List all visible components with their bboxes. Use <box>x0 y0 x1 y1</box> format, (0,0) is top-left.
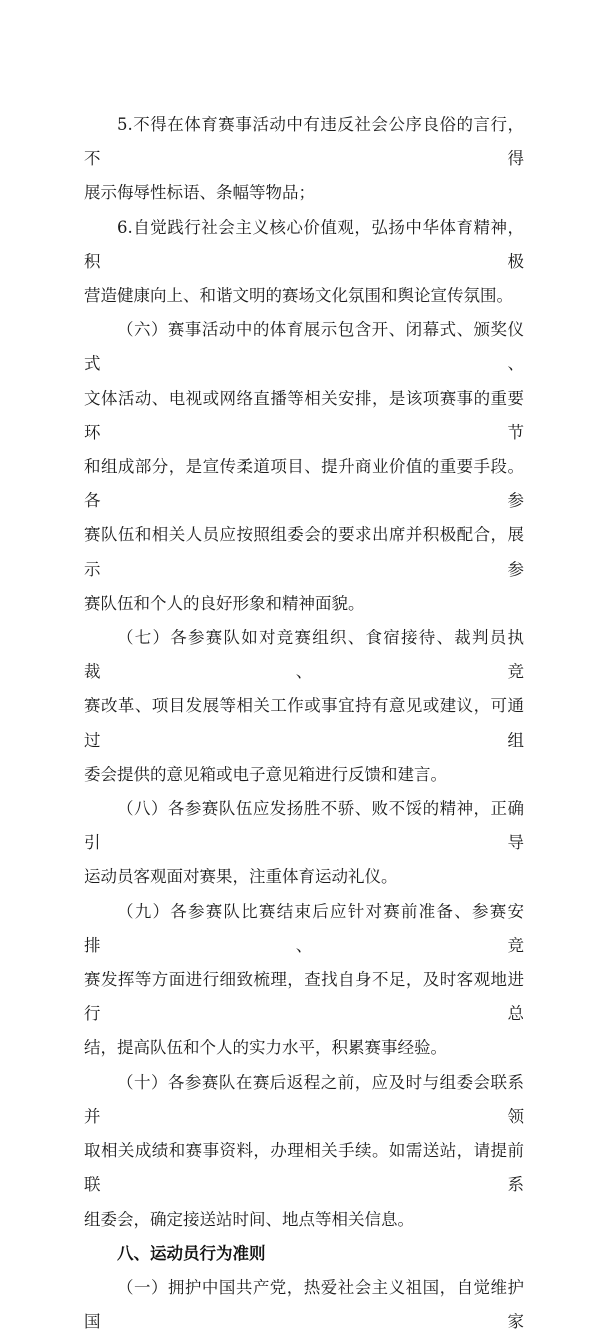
text-line: 文体活动、电视或网络直播等相关安排，是该项赛事的重要环节 <box>84 388 524 442</box>
text-line: 营造健康向上、和谐文明的赛场文化氛围和舆论宣传氛围。 <box>84 286 513 306</box>
paragraph-item-6 <box>84 211 524 314</box>
text-line: （十）各参赛队在赛后返程之前，应及时与组委会联系并领 <box>84 1072 524 1126</box>
section-heading: 八、运动员行为准则 <box>117 1243 266 1263</box>
text-line: 赛发挥等方面进行细致梳理，查找自身不足，及时客观地进行总 <box>84 970 524 1024</box>
text-line: 取相关成绩和赛事资料，办理相关手续。如需送站，请提前联系 <box>84 1141 524 1195</box>
text-line: 6.自觉践行社会主义核心价值观，弘扬中华体育精神，积极 <box>84 217 524 271</box>
paragraph-athlete-one <box>84 1271 524 1339</box>
text-line: 委会提供的意见箱或电子意见箱进行反馈和建言。 <box>84 764 447 784</box>
text-line: 赛改革、项目发展等相关工作或事宜持有意见或建议，可通过组 <box>84 696 524 750</box>
paragraph-item-5 <box>84 108 524 211</box>
text-line: 结，提高队伍和个人的实力水平，积累赛事经验。 <box>84 1038 447 1058</box>
document-body <box>84 108 524 1339</box>
paragraph-seven <box>84 621 524 792</box>
text-line: （八）各参赛队伍应发扬胜不骄、败不馁的精神，正确引导 <box>84 799 524 853</box>
paragraph-nine <box>84 895 524 1066</box>
text-line: （七）各参赛队如对竞赛组织、食宿接待、裁判员执裁、竞 <box>84 628 524 682</box>
paragraph-eight <box>84 792 524 895</box>
text-line: 赛队伍和个人的良好形象和精神面貌。 <box>84 593 365 613</box>
text-line: 5.不得在体育赛事活动中有违反社会公序良俗的言行，不得 <box>84 115 524 169</box>
text-line: （九）各参赛队比赛结束后应针对赛前准备、参赛安排、竞 <box>84 901 524 955</box>
text-line: 赛队伍和相关人员应按照组委会的要求出席并积极配合，展示参 <box>84 525 524 579</box>
text-line: 和组成部分，是宣传柔道项目、提升商业价值的重要手段。各参 <box>84 457 524 511</box>
text-line: （一）拥护中国共产党，热爱社会主义祖国，自觉维护国家 <box>84 1277 524 1332</box>
paragraph-ten <box>84 1066 524 1237</box>
text-line: 展示侮辱性标语、条幅等物品； <box>84 183 315 203</box>
text-line: （六）赛事活动中的体育展示包含开、闭幕式、颁奖仪式、 <box>84 320 524 374</box>
text-line: 运动员客观面对赛果，注重体育运动礼仪。 <box>84 867 398 887</box>
text-line: 组委会，确定接送站时间、地点等相关信息。 <box>84 1209 414 1229</box>
paragraph-six <box>84 313 524 621</box>
